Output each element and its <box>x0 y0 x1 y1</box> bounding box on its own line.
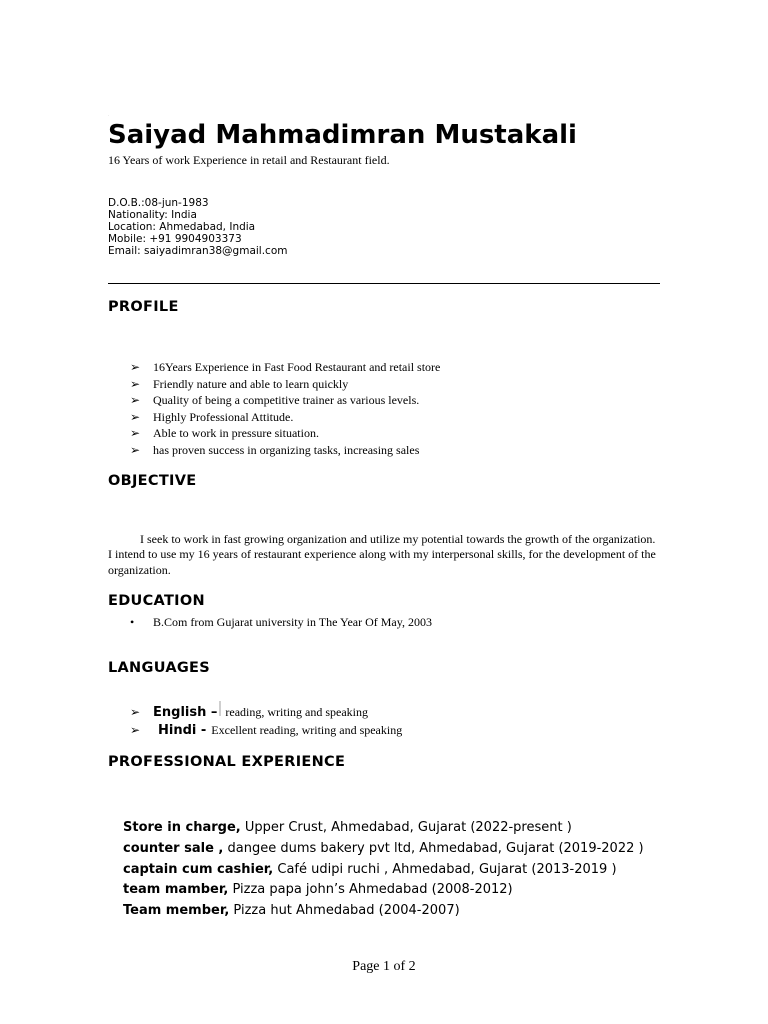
experience-item <box>123 818 644 839</box>
role-detail: Café udipi ruchi , Ahmedabad, Gujarat (2013-2019 ) <box>277 861 617 877</box>
experience-item <box>123 901 644 922</box>
text-cursor <box>219 701 221 716</box>
arrow-bullet-icon: ➢ <box>130 723 141 737</box>
dot-bullet-icon: • <box>130 615 135 629</box>
profile-heading: PROFILE <box>108 299 179 315</box>
arrow-bullet-icon: ➢ <box>130 442 141 457</box>
list-item: ➢ Able to work in pressure situation. <box>130 426 319 441</box>
role: captain cum cashier, <box>123 861 274 877</box>
role: counter sale , <box>123 840 224 856</box>
list-item: ➢ 16Years Experience in Fast Food Restaurant and retail store <box>130 360 441 374</box>
arrow-bullet-icon: ➢ <box>130 426 141 441</box>
role-detail: Pizza hut Ahmedabad (2004-2007) <box>233 903 460 919</box>
arrow-bullet-icon: ➢ <box>130 705 141 719</box>
language-desc: Excellent reading, writing and speaking <box>211 723 403 737</box>
arrow-bullet-icon: ➢ <box>130 393 141 408</box>
experience-heading: PROFESSIONAL EXPERIENCE <box>108 754 346 770</box>
language-item <box>130 723 402 738</box>
role-detail: Pizza papa john’s Ahmedabad (2008-2012) <box>232 882 513 898</box>
candidate-name: Saiyad Mahmadimran Mustakali <box>108 120 577 150</box>
objective-heading: OBJECTIVE <box>108 473 197 489</box>
tagline: 16 Years of work Experience in retail and Restaurant field. <box>108 153 390 167</box>
role-detail: dangee dums bakery pvt ltd, Ahmedabad, Gujarat (2019-2022 ) <box>227 840 644 856</box>
email: Email: saiyadimran38@gmail.com <box>108 245 288 257</box>
list-item: ➢ Friendly nature and able to learn quickly <box>130 376 349 391</box>
nationality: Nationality: India <box>108 209 197 221</box>
languages-heading: LANGUAGES <box>108 660 210 676</box>
list-item: ➢ Quality of being a competitive trainer as various levels. <box>130 393 420 408</box>
experience-list <box>123 818 644 922</box>
role: Store in charge, <box>123 820 241 835</box>
divider <box>108 283 660 284</box>
role: team mamber, <box>123 882 229 898</box>
objective-text-block <box>108 532 660 578</box>
education-heading: EDUCATION <box>108 593 205 609</box>
role-detail: Upper Crust, Ahmedabad, Gujarat (2022-present ) <box>244 820 572 835</box>
location: Location: Ahmedabad, India <box>108 221 256 233</box>
list-item: ➢ has proven success in organizing tasks, increasing sales <box>130 442 420 457</box>
dob: D.O.B.:08-jun-1983 <box>108 197 209 209</box>
page-marker: . <box>108 112 109 117</box>
experience-item <box>123 860 644 881</box>
language-desc: reading, writing and speaking <box>225 705 369 719</box>
arrow-bullet-icon: ➢ <box>130 409 141 424</box>
language-name: English – <box>153 705 218 720</box>
education-item: • B.Com from Gujarat university in The Year Of May, 2003 <box>130 615 432 629</box>
language-item <box>130 701 368 720</box>
mobile: Mobile: +91 9904903373 <box>108 233 242 245</box>
page-number: Page 1 of 2 <box>352 959 416 974</box>
language-name: Hindi - <box>158 723 207 738</box>
experience-item <box>123 839 644 860</box>
contact-block <box>108 197 287 257</box>
experience-item <box>123 880 644 901</box>
list-item: ➢ Highly Professional Attitude. <box>130 409 294 424</box>
role: Team member, <box>123 903 230 919</box>
arrow-bullet-icon: ➢ <box>130 360 141 374</box>
profile-list <box>130 359 440 459</box>
arrow-bullet-icon: ➢ <box>130 376 141 391</box>
objective-text: I seek to work in fast growing organization and utilize my potential towards the growth of the organization. I intend to use my 16 years of restaurant experience along with my interpersonal skills, for the development of the organization. <box>108 532 656 577</box>
